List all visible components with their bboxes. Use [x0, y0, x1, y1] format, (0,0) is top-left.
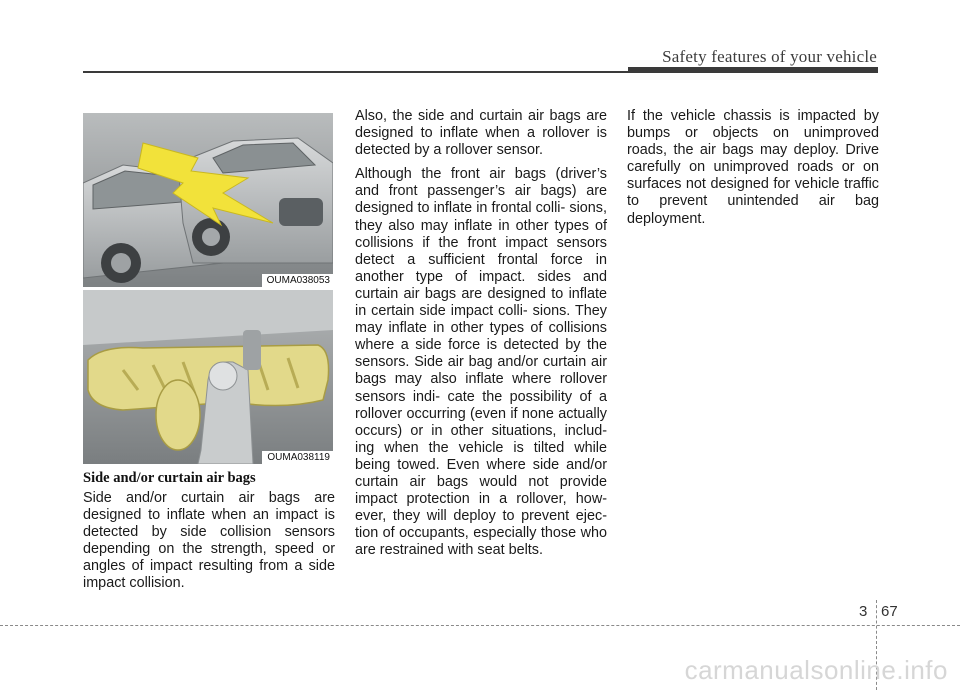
- paragraph: Also, the side and curtain air bags are designed to inflate when a rollover is detected by a rollover sensor.: [355, 108, 607, 159]
- paragraph: If the vehicle chassis is impacted by bumps or objects on unimproved roads, the air bags may deploy. Drive carefully on unimproved roads or on surfaces not designed for vehicle traffic to prevent unintended air bag deployment.: [627, 108, 879, 227]
- paragraph: Although the front air bags (driver’s and front passenger’s air bags) are designed to inflate in frontal colli- sions, they also may inflate in other types of collisions if the front impact sensors detect a sufficient frontal force in another type of impact. sides and curtain air bags are designed to inflate in certain side impact colli- sions. They may inflate in other types of collisions where a side force is detected by the sensors. Side air bag and/or curtain air bags may also inflate where rollover sensors indi- cate the possibility of a rollover occurring (even if none actually occurs) or in other situations, includ- ing when the vehicle is tilted while being towed. Even where side and/or curtain air bags would not provide impact protection in a rollover, how- ever, they will deploy to prevent ejec- tion of occupants, especially those who are restrained with seat belts.: [355, 166, 607, 559]
- side-impact-drawing: [83, 113, 333, 287]
- figure-code: OUMA038053: [262, 274, 333, 287]
- page-number: 67: [881, 603, 898, 620]
- section-title: Safety features of your vehicle: [662, 47, 877, 66]
- header-rule-accent: [628, 67, 878, 72]
- chapter-number: 3: [859, 603, 868, 620]
- text-column-2: [355, 108, 607, 566]
- paragraph: Side and/or curtain air bags are designed to inflate when an impact is detected by side collision sensors depending on the strength, speed or angles of impact resulting from a side impact collision.: [83, 490, 335, 592]
- footer-rule: [0, 625, 960, 626]
- watermark: carmanualsonline.info: [684, 655, 948, 685]
- side-impact-illustration: [83, 113, 333, 287]
- text-column-3: [627, 108, 879, 235]
- figure-code: OUMA038119: [262, 451, 333, 464]
- curtain-airbag-drawing: [83, 290, 333, 464]
- curtain-airbag-illustration: [83, 290, 333, 464]
- text-column-1: [83, 490, 335, 600]
- subheading: Side and/or curtain air bags: [83, 470, 256, 486]
